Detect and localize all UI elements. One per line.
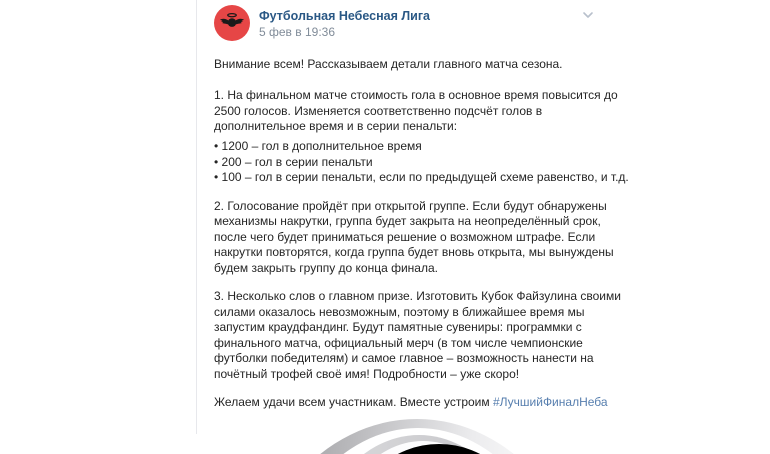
list-item: • 200 – гол в серии пенальти [214,155,634,171]
hashtag-link[interactable]: #ЛучшийФиналНеба [493,395,608,409]
list-item: • 100 – гол в серии пенальти, если по предыдущей схеме равенство, и т.д. [214,170,634,186]
post-paragraph-3: 3. Несколько слов о главном призе. Изготовить Кубок Файзулина своими силами оказалось невозможным, поэтому в ближайшее время мы запустим краудфандинг. Будут памятные сувениры: программки с финального матча, официальный мерч (в том числе чемпионские футболки победителям) и самое главное – возможность нанести на почётный трофей своё имя! Подробности – уже скоро! [214,289,634,382]
post-header [197,0,770,46]
group-name-link[interactable]: Футбольная Небесная Лига [259,9,430,23]
winged-ball-emblem-icon [218,7,246,40]
post-text [214,57,634,411]
group-avatar[interactable] [214,5,250,41]
post-date[interactable]: 5 фев в 19:36 [259,25,335,39]
post-menu-button[interactable] [581,8,597,24]
list-item: • 1200 – гол в дополнительное время [214,139,634,155]
chevron-down-icon [581,9,595,26]
post-intro: Внимание всем! Рассказываем детали главного матча сезона. [214,57,634,73]
post-paragraph-2: 2. Голосование пройдёт при открытой группе. Если будут обнаружены механизмы накрутки, группа будет закрыта на неопределённый срок, после чего будет приниматься решение о возможном штрафе. Если накрутки повторятся, когда группа будет вновь открыта, мы вынуждены будем закрыть группу до конца финала. [214,199,634,277]
outro-text: Желаем удачи всем участникам. Вместе устроим [214,395,493,409]
vk-post-card [196,0,770,434]
post-paragraph-1: 1. На финальном матче стоимость гола в основное время повысится до 2500 голосов. Изменяется соответственно подсчёт голов в дополнительное время и в серии пенальти: [214,88,634,135]
post-photo[interactable] [214,419,634,454]
post-outro [214,395,634,411]
goal-price-list [214,139,634,186]
